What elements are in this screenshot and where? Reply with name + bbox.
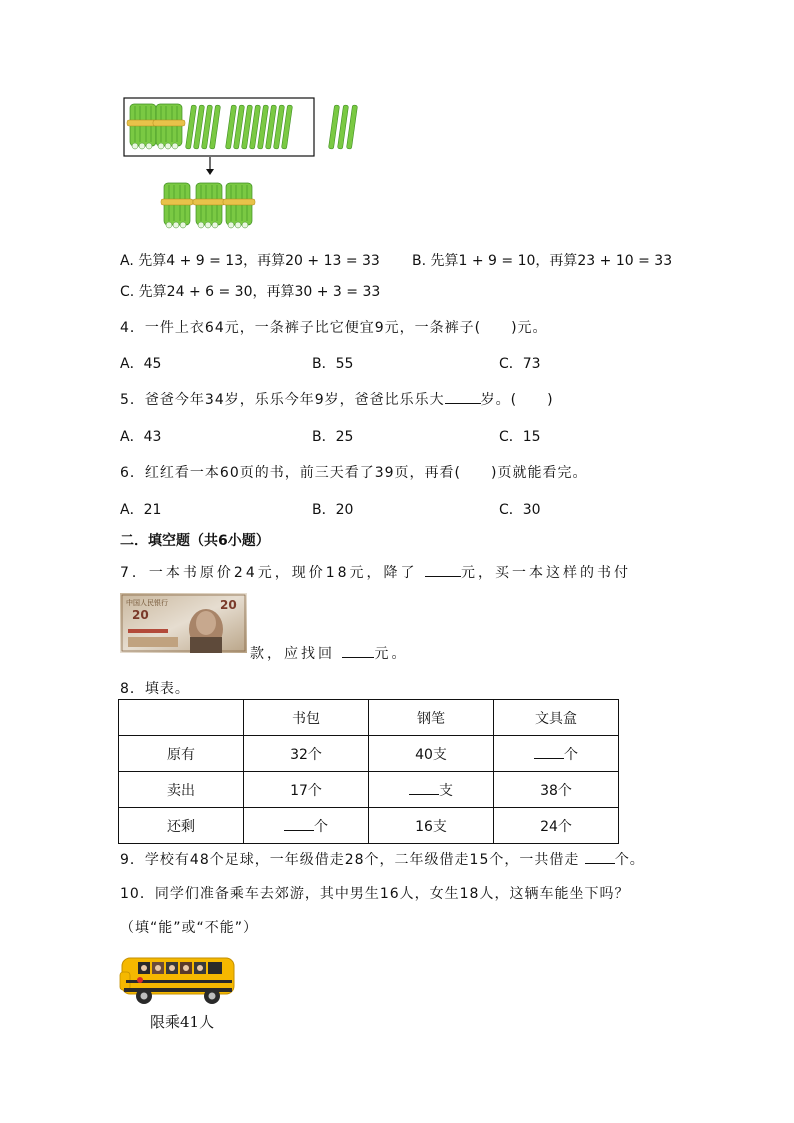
bundle-3 (161, 183, 193, 228)
table-row (119, 736, 619, 772)
bundle-5 (223, 183, 255, 228)
table-header-row (119, 700, 619, 736)
loose-sticks-outside (328, 105, 357, 149)
q7-stem-mid: 元，买一本这样的书付 (461, 565, 631, 581)
q4-stem: 4．一件上衣64元，一条裤子比它便宜9元，一条裤子( )元。 (120, 320, 548, 336)
q5-option-c[interactable]: C．15 (499, 429, 541, 445)
table-cell: 16支 (369, 808, 494, 844)
q9-stem (120, 849, 645, 869)
q3-option-a[interactable]: A. 先算4 + 9 = 13，再算20 + 13 = 33 (120, 253, 380, 269)
row-label: 原有 (119, 736, 244, 772)
q9-answer-blank[interactable] (585, 849, 615, 864)
q7-discount-blank[interactable] (425, 562, 461, 577)
bundle-1 (127, 104, 159, 149)
down-arrow-icon (206, 157, 214, 175)
table-cell-blank[interactable] (244, 808, 369, 844)
q6-option-c[interactable]: C．30 (499, 502, 541, 518)
q10-stem: 10．同学们准备乘车去郊游，其中男生16人，女生18人，这辆车能坐下吗？ (120, 886, 630, 902)
banknote-20-yuan (120, 593, 247, 653)
q3-option-b[interactable]: B. 先算1 + 9 = 10，再算23 + 10 = 33 (412, 253, 673, 269)
row-label: 还剩 (119, 808, 244, 844)
banknote-value-right: 20 (220, 598, 237, 612)
unit: 支 (439, 782, 453, 799)
q9-stem-post: 个。 (614, 852, 645, 868)
bundle-4 (193, 183, 225, 228)
school-bus-image (118, 950, 238, 1008)
q4-option-c[interactable]: C．73 (499, 356, 541, 372)
answer-blank[interactable] (534, 744, 564, 759)
section-fill-blank-title: 二．填空题（共6小题） (120, 533, 270, 549)
q7-stem (120, 562, 631, 582)
q5-answer-blank[interactable] (445, 389, 481, 404)
q5-stem-pre: 5．爸爸今年34岁，乐乐今年9岁，爸爸比乐乐大 (120, 392, 445, 408)
q4-option-b[interactable]: B．55 (312, 356, 354, 372)
q9-stem-pre: 9．学校有48个足球，一年级借走28个，二年级借走15个，一共借走 (120, 852, 580, 868)
row-label: 卖出 (119, 772, 244, 808)
bundle-2 (153, 104, 185, 149)
banknote-title: 中国人民银行 (126, 599, 168, 607)
q7-stem-pre: 7．一本书原价24元，现价18元，降了 (120, 565, 418, 581)
table-cell-blank[interactable] (494, 736, 619, 772)
unit: 个 (314, 818, 328, 835)
q8-stem: 8．填表。 (120, 681, 190, 697)
q5-stem (120, 389, 554, 409)
table-header-cell: 书包 (244, 700, 369, 736)
table-cell: 17个 (244, 772, 369, 808)
q6-option-b[interactable]: B．20 (312, 502, 354, 518)
table-header-cell: 钢笔 (369, 700, 494, 736)
table-cell: 32个 (244, 736, 369, 772)
q6-stem: 6．红红看一本60页的书，前三天看了39页，再看( )页就能看完。 (120, 465, 588, 481)
q5-option-a[interactable]: A．43 (120, 429, 162, 445)
q5-option-b[interactable]: B．25 (312, 429, 354, 445)
table-cell: 24个 (494, 808, 619, 844)
table-header-cell (119, 700, 244, 736)
table-cell: 40支 (369, 736, 494, 772)
banknote-value-left: 20 (132, 608, 149, 622)
q7-stem-continued (250, 643, 408, 663)
sticks-figure (118, 95, 378, 240)
answer-blank[interactable] (284, 816, 314, 831)
bus-capacity-caption: 限乘41人 (150, 1013, 215, 1031)
q5-stem-post: 岁。( ) (480, 392, 554, 408)
table-row (119, 808, 619, 844)
q7-change-blank[interactable] (342, 643, 374, 658)
q8-table (118, 699, 619, 844)
q6-option-a[interactable]: A．21 (120, 502, 162, 518)
q10-hint: （填“能”或“不能”） (120, 920, 259, 936)
answer-blank[interactable] (409, 780, 439, 795)
q4-option-a[interactable]: A．45 (120, 356, 162, 372)
q3-option-c[interactable]: C. 先算24 + 6 = 30，再算30 + 3 = 33 (120, 284, 381, 300)
table-cell: 38个 (494, 772, 619, 808)
loose-sticks-in-box (185, 105, 292, 149)
q7-stem-end: 元。 (374, 646, 409, 662)
q7-stem-after-img: 款，应找回 (250, 646, 335, 662)
table-row (119, 772, 619, 808)
table-cell-blank[interactable] (369, 772, 494, 808)
unit: 个 (564, 746, 578, 763)
table-header-cell: 文具盒 (494, 700, 619, 736)
